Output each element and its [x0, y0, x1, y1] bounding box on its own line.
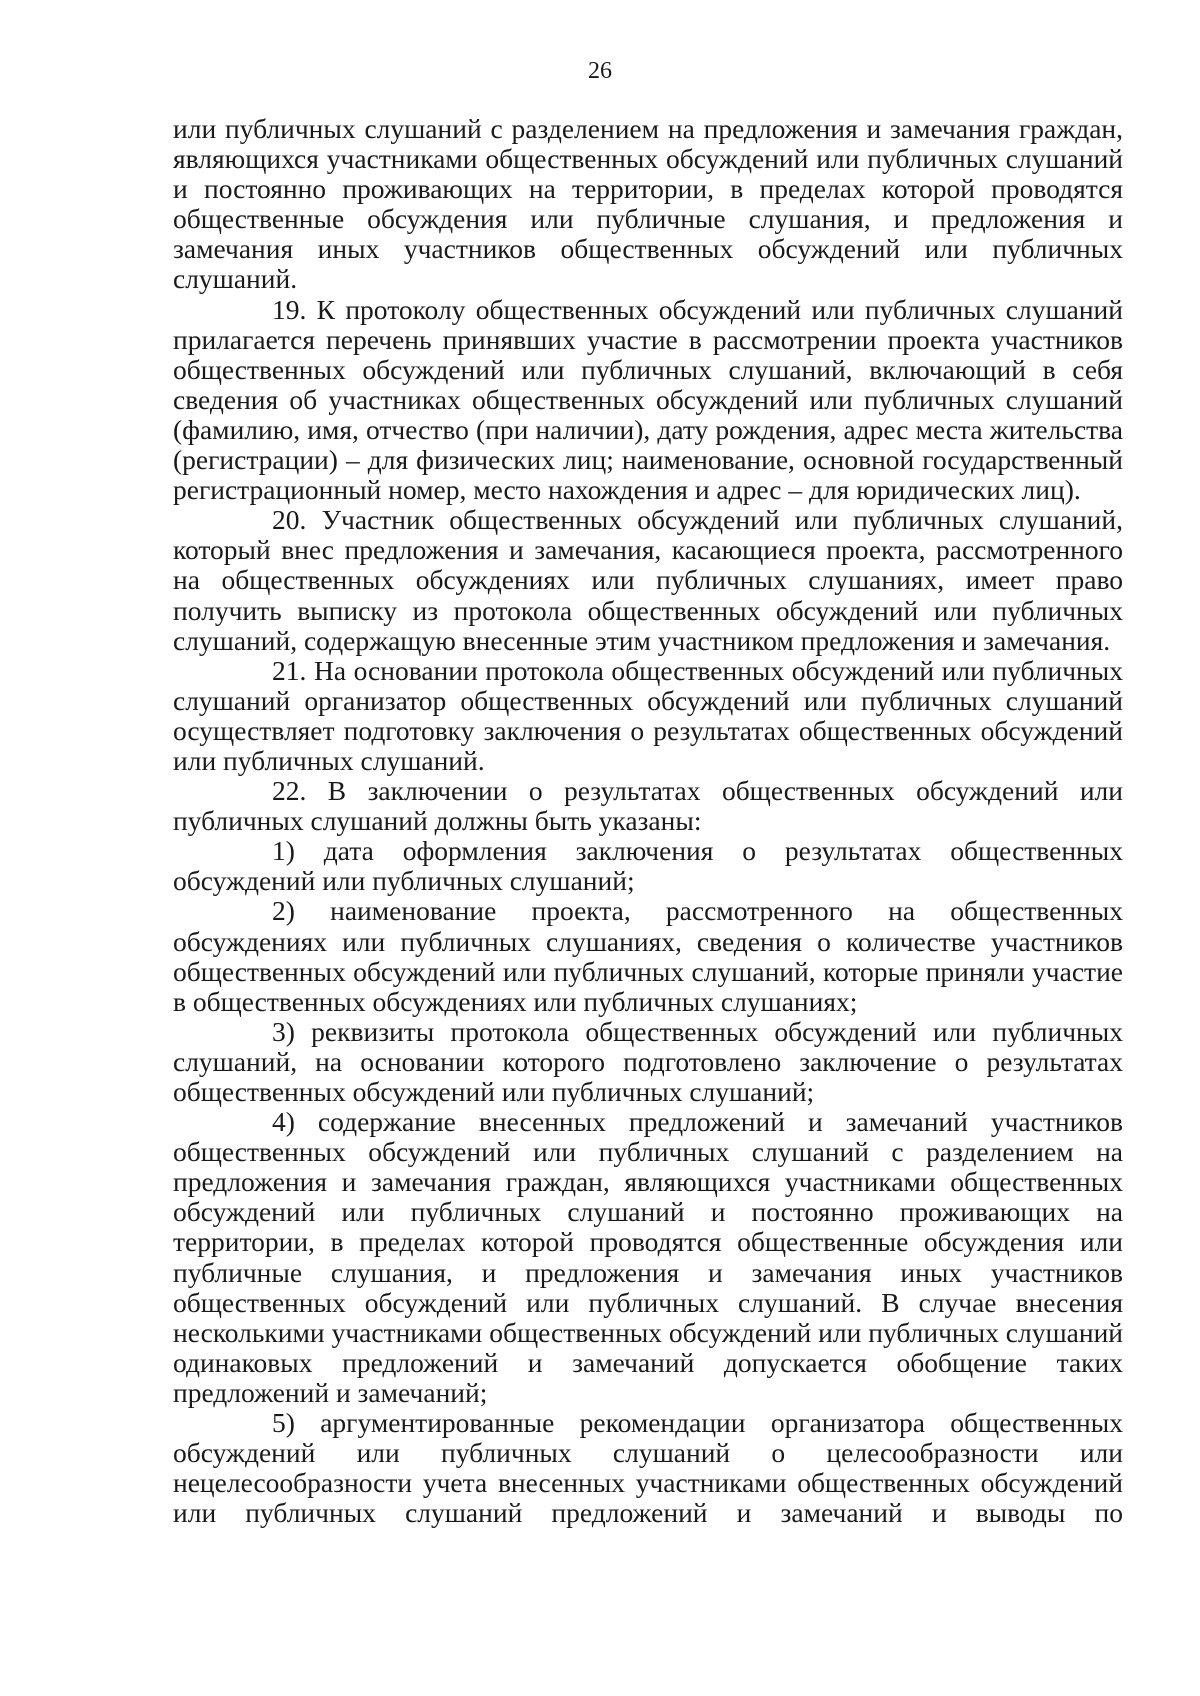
document-body	[173, 114, 1123, 1528]
paragraph-item-20: 20. Участник общественных обсуждений или публичных слушаний, который внес предложения и замечания, касающиеся проекта, рассмотренного на общественных обсуждениях или публичных слушаниях, имеет право получить выписку из протокола общественных обсуждений или публичных слушаний, содержащую внесенные этим участником предложения и замечания.	[173, 504, 1123, 656]
page-number: 26	[588, 58, 612, 84]
paragraph-item-21: 21. На основании протокола общественных обсуждений или публичных слушаний организатор общественных обсуждений или публичных слушаний осуществляет подготовку заключения о результатах общественных обсуждений или публичных слушаний.	[173, 654, 1123, 776]
paragraph-subitem-3: 3) реквизиты протокола общественных обсуждений или публичных слушаний, на основании которого подготовлено заключение о результатах общественных обсуждений или публичных слушаний;	[173, 1015, 1123, 1107]
paragraph-subitem-2: 2) наименование проекта, рассмотренного на общественных обсуждениях или публичных слушаниях, сведения о количестве участников общественных обсуждений или публичных слушаний, которые приняли участие в общественных обсуждениях или публичных слушаниях;	[173, 895, 1123, 1017]
paragraph-subitem-4: 4) содержание внесенных предложений и замечаний участников общественных обсуждений или публичных слушаний с разделением на предложения и замечания граждан, являющихся участниками общественных обсуждений или публичных слушаний и постоянно проживающих на территории, в пределах которой проводятся общественные обсуждения или публичные слушания, и предложения и замечания иных участников общественных обсуждений или публичных слушаний. В случае внесения несколькими участниками общественных обсуждений или публичных слушаний одинаковых предложений и замечаний допускается обобщение таких предложений и замечаний;	[173, 1106, 1123, 1408]
paragraph-subitem-1: 1) дата оформления заключения о результатах общественных обсуждений или публичных слушаний;	[173, 835, 1123, 897]
paragraph-subitem-5: 5) аргументированные рекомендации организатора общественных обсуждений или публичных слушаний о целесообразности или нецелесообразности учета внесенных участниками общественных обсуждений или публичных слушаний предложений и замечаний и выводы по	[173, 1407, 1123, 1529]
paragraph-continuation: или публичных слушаний с разделением на предложения и замечания граждан, являющихся участниками общественных обсуждений или публичных слушаний и постоянно проживающих на территории, в пределах которой проводятся общественные обсуждения или публичные слушания, и предложения и замечания иных участников общественных обсуждений или публичных слушаний.	[173, 113, 1123, 295]
paragraph-item-19: 19. К протоколу общественных обсуждений или публичных слушаний прилагается перечень принявших участие в рассмотрении проекта участников общественных обсуждений или публичных слушаний, включающий в себя сведения об участниках общественных обсуждений или публичных слушаний (фамилию, имя, отчество (при наличии), дату рождения, адрес места жительства (регистрации) – для физических лиц; наименование, основной государственный регистрационный номер, место нахождения и адрес – для юридических лиц).	[173, 293, 1123, 506]
paragraph-item-22: 22. В заключении о результатах общественных обсуждений или публичных слушаний должны быть указаны:	[173, 775, 1123, 837]
